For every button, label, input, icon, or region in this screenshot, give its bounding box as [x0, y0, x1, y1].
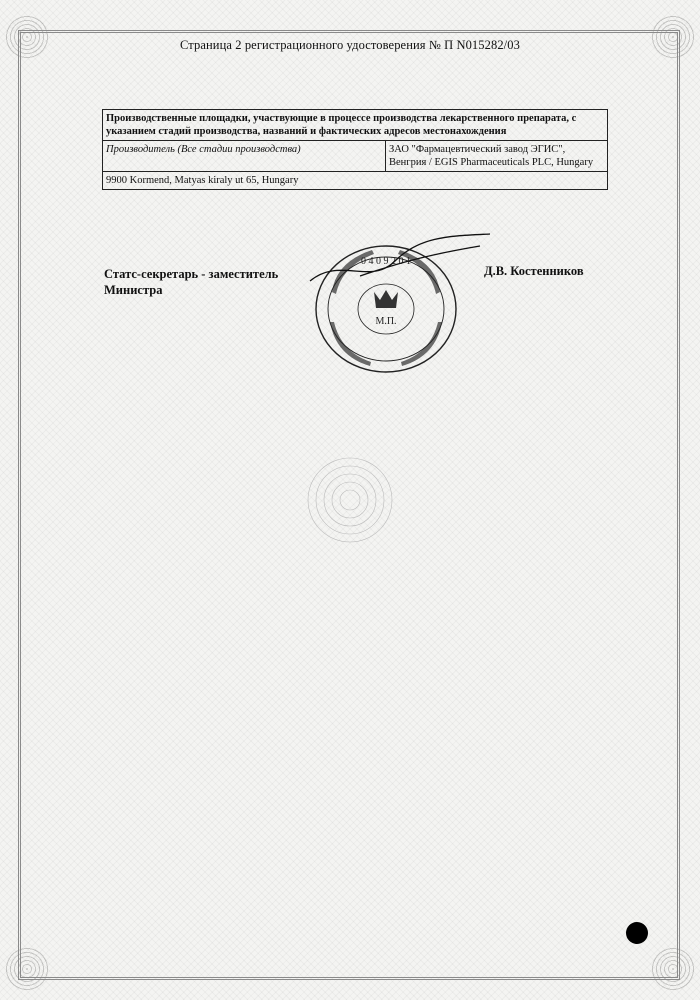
table-heading-cell: Производственные площадки, участвующие в процессе производства лекарственного препарата, с указанием стадий производства, названий и фактических адресов местонахождения [103, 110, 608, 141]
seal-date-text: 0 4 0 9 2 0 1 [361, 256, 411, 267]
page-header: Страница 2 регистрационного удостоверения № П N015282/03 [180, 38, 520, 52]
producer-role-cell: Производитель (Все стадии производства) [103, 141, 386, 172]
table-header-row [103, 110, 608, 141]
signatory-name: Д.В. Костенников [484, 264, 584, 278]
production-sites-table [102, 109, 608, 190]
table-row [103, 141, 608, 172]
signatory-position: Статс-секретарь - заместитель Министра [104, 267, 279, 297]
producer-name-cell: ЗАО "Фармацевтический завод ЭГИС", Венгрия / EGIS Pharmaceuticals PLC, Hungary [386, 141, 608, 172]
punch-hole-mark [626, 922, 648, 944]
handwritten-signature-icon [300, 226, 500, 296]
seal-center-text: М.П. [375, 316, 397, 327]
producer-address-cell: 9900 Kormend, Matyas kiraly ut 65, Hungary [103, 172, 608, 190]
table-row [103, 172, 608, 190]
guilloche-watermark-icon [300, 450, 400, 550]
